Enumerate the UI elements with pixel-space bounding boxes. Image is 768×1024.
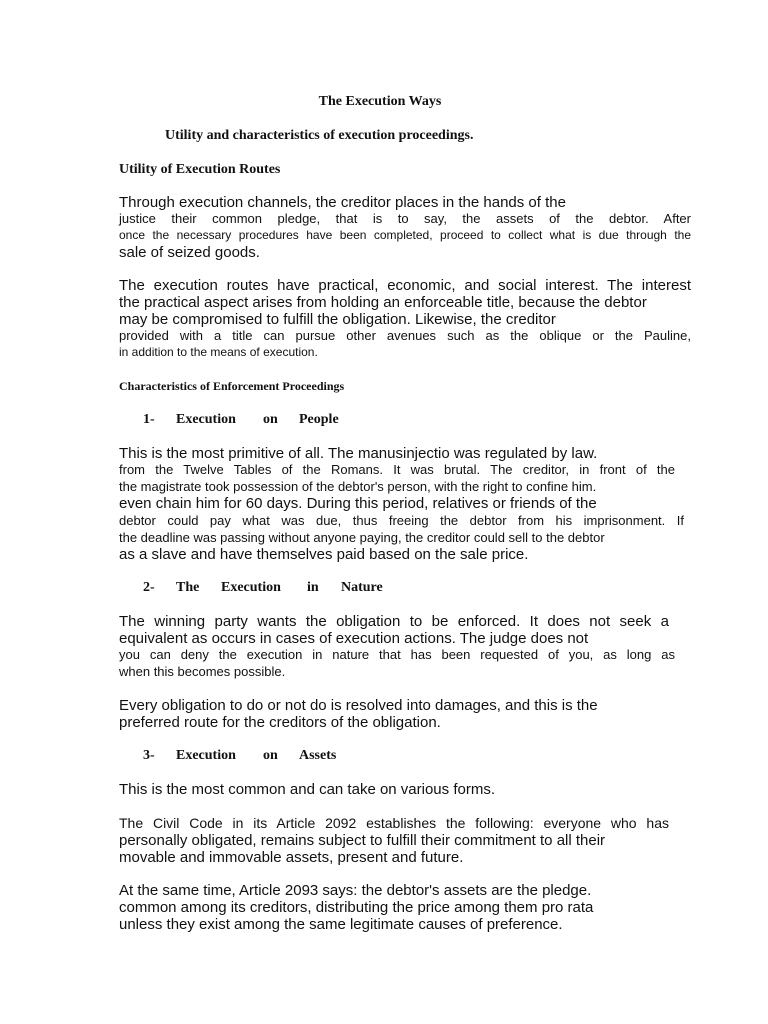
section-word: on xyxy=(263,748,278,763)
section-number: 1- xyxy=(143,412,155,427)
text-line: The execution routes have practical, economic, and social interest. The interest xyxy=(119,277,691,294)
text-line: even chain him for 60 days. During this period, relatives or friends of the xyxy=(119,495,597,512)
text-line: This is the most primitive of all. The manusinjectio was regulated by law. xyxy=(119,445,598,462)
section-number: 2- xyxy=(143,580,155,595)
heading-characteristics: Characteristics of Enforcement Proceedings xyxy=(119,379,345,393)
text-line: from the Twelve Tables of the Romans. It was brutal. The creditor, in front of the xyxy=(119,462,675,477)
text-line: may be compromised to fulfill the obligation. Likewise, the creditor xyxy=(119,311,556,328)
document-title: The Execution Ways xyxy=(318,94,442,109)
text-line: once the necessary procedures have been completed, proceed to collect what is due through the xyxy=(119,228,691,242)
text-line: provided with a title can pursue other avenues such as the oblique or the Pauline, xyxy=(119,328,691,343)
text-line: Every obligation to do or not do is resolved into damages, and this is the xyxy=(119,697,598,714)
section-word: on xyxy=(263,412,278,427)
text-line: This is the most common and can take on various forms. xyxy=(119,781,495,798)
text-line: justice their common pledge, that is to say, the assets of the debtor. After xyxy=(119,211,691,226)
text-line: in addition to the means of execution. xyxy=(119,345,318,359)
text-line: when this becomes possible. xyxy=(119,664,286,679)
text-line: the practical aspect arises from holding an enforceable title, because the debtor xyxy=(119,294,647,311)
section-word: The xyxy=(176,580,200,595)
text-line: the deadline was passing without anyone paying, the creditor could sell to the debtor xyxy=(119,530,605,545)
text-line: debtor could pay what was due, thus freeing the debtor from his imprisonment. If xyxy=(119,513,684,528)
text-line: sale of seized goods. xyxy=(119,244,260,261)
text-line: equivalent as occurs in cases of execution actions. The judge does not xyxy=(119,630,589,647)
text-line: you can deny the execution in nature that has been requested of you, as long as xyxy=(119,647,675,662)
text-line: unless they exist among the same legitimate causes of preference. xyxy=(119,916,563,933)
section-word: Assets xyxy=(299,748,337,763)
section-word: People xyxy=(299,412,339,427)
text-line: Through execution channels, the creditor places in the hands of the xyxy=(119,194,566,211)
text-line: The Civil Code in its Article 2092 establishes the following: everyone who has xyxy=(119,815,669,831)
section-word: Execution xyxy=(176,412,236,427)
section-word: Execution xyxy=(176,748,236,763)
text-line: as a slave and have themselves paid based on the sale price. xyxy=(119,546,529,563)
text-line: personally obligated, remains subject to fulfill their commitment to all their xyxy=(119,832,606,849)
section-word: in xyxy=(307,580,319,595)
heading-utility: Utility of Execution Routes xyxy=(119,162,281,177)
text-line: At the same time, Article 2093 says: the debtor's assets are the pledge. xyxy=(119,882,592,899)
text-line: common among its creditors, distributing the price among them pro rata xyxy=(119,899,594,916)
section-word: Execution xyxy=(221,580,281,595)
text-line: The winning party wants the obligation to be enforced. It does not seek a xyxy=(119,613,669,630)
text-line: movable and immovable assets, present and future. xyxy=(119,849,464,866)
text-line: the magistrate took possession of the debtor's person, with the right to confine him. xyxy=(119,479,597,494)
text-line: preferred route for the creditors of the obligation. xyxy=(119,714,441,731)
section-word: Nature xyxy=(341,580,383,595)
section-number: 3- xyxy=(143,748,155,763)
document-subtitle: Utility and characteristics of execution proceedings. xyxy=(165,128,474,143)
